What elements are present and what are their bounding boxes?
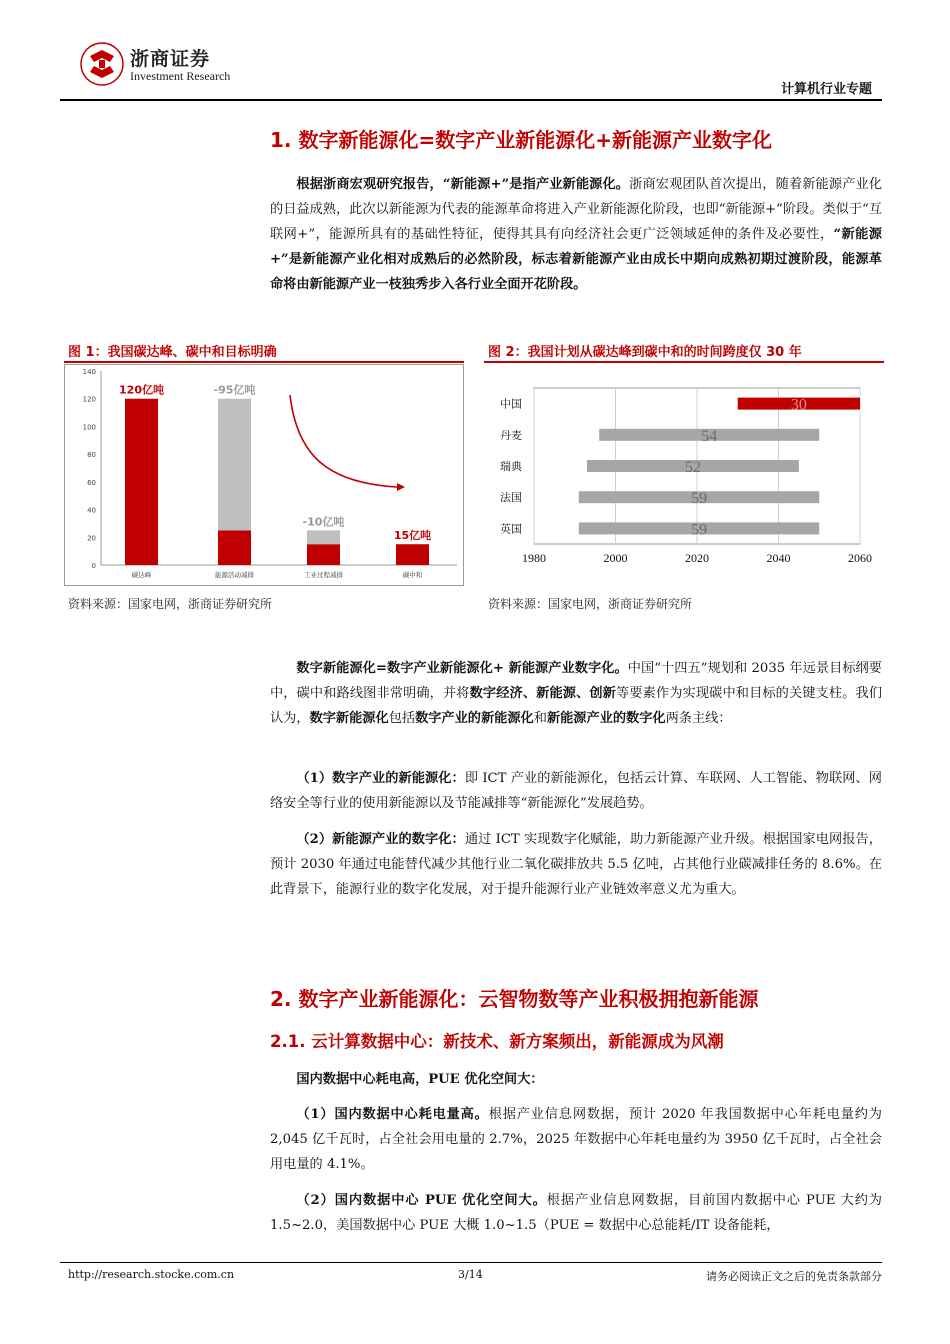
logo-mark-icon xyxy=(80,42,124,86)
para2-text4: 和 xyxy=(533,711,547,726)
y-tick-label: 100 xyxy=(82,423,96,432)
para3-text: 即 ICT 产业的新能源化，包括云计算、车联网、人工智能、物联网、网络安全等行业的使用新能源以及节能减排等“新能源化”发展趋势。 xyxy=(270,771,882,811)
footer-page-number: 3/14 xyxy=(458,1268,483,1281)
y-category-label: 丹麦 xyxy=(500,428,522,442)
dc-p2-text: 根据产业信息网数据，目前国内数据中心 PUE 大约为 1.5~2.0，美国数据中心 PUE 大概 1.0~1.5（PUE = 数据中心总能耗/IT 设备能耗， xyxy=(270,1193,882,1233)
x-category-label: 能源活动减排 xyxy=(215,571,254,579)
y-tick-label: 120 xyxy=(82,395,96,404)
section1-heading: 1. 数字新能源化=数字产业新能源化+新能源产业数字化 xyxy=(270,128,772,152)
footer-url[interactable]: http://research.stocke.com.cn xyxy=(68,1268,235,1281)
header-divider xyxy=(60,99,882,101)
bar-annotation: -95亿吨 xyxy=(213,383,256,397)
trend-arrow-head xyxy=(397,483,405,491)
bar-red xyxy=(125,399,158,565)
y-category-label: 瑞典 xyxy=(500,460,522,473)
dc-p1-bold: （1）国内数据中心耗电量高。 xyxy=(296,1107,489,1122)
x-category-label: 碳达峰 xyxy=(131,571,152,579)
y-tick-label: 20 xyxy=(87,534,96,543)
figure1-chart-frame xyxy=(64,364,464,586)
span-label: 59 xyxy=(691,490,708,508)
figure2-chart-frame xyxy=(484,364,884,586)
figure1-source: 资料来源：国家电网，浙商证券研究所 xyxy=(68,597,273,611)
para2-bold3: 数字新能源化 xyxy=(309,711,389,726)
para2-text1: 中国“十四五”规划和 2035 年远景目标纲要中，碳中和路线图非常明确，并将 xyxy=(270,661,882,701)
trend-arrow-curve xyxy=(290,395,397,487)
para2-text5: 两条主线： xyxy=(665,711,732,726)
figure2-title: 图 2：我国计划从碳达峰到碳中和的时间跨度仅 30 年 xyxy=(488,345,802,360)
para2-bold4: 数字产业的新能源化 xyxy=(415,711,534,726)
x-category-label: 碳中和 xyxy=(402,571,423,579)
para1-bold2: “新能源+”是新能源产业化相对成熟后的必然阶段，标志着新能源产业由成长中期向成熟初期过渡阶段，能源革命将由新能源产业一枝独秀步入各行业全面开花阶段。 xyxy=(270,227,882,292)
bar-red xyxy=(396,544,429,565)
energy-industry-paragraph xyxy=(270,827,882,902)
logo-chinese-name: 浙商证券 xyxy=(130,48,211,70)
bar-red xyxy=(307,544,340,565)
datacenter-pue-paragraph xyxy=(270,1188,882,1238)
para2-bold2: 数字经济、新能源、创新 xyxy=(469,686,616,701)
datacenter-power-paragraph xyxy=(270,1102,882,1177)
x-tick-label: 2020 xyxy=(685,551,709,565)
section1-paragraph xyxy=(270,172,882,297)
bar-grey xyxy=(307,530,340,544)
span-label: 52 xyxy=(684,459,701,476)
x-tick-label: 2060 xyxy=(848,551,872,565)
bar-annotation: 120亿吨 xyxy=(119,383,164,397)
para2-text2: 等要素作为实现碳中和目标的关键支柱。我们认为， xyxy=(270,686,883,726)
logo-english-name: Investment Research xyxy=(130,69,231,83)
para4-text: 通过 ICT 实现数字化赋能，助力新能源产业升级。根据国家电网报告，预计 2030 年通过电能替代减少其他行业二氧化碳排放共 5.5 亿吨，占其他行业碳减排任务的 8.6%。在此背景下，能源行业的数字化发展，对于提升能源行业产业链效率意义尤为重大。 xyxy=(270,832,882,897)
dc-p2-bold: （2）国内数据中心 PUE 优化空间大。 xyxy=(296,1193,547,1208)
para2-bold1: 数字新能源化=数字产业新能源化+ 新能源产业数字化。 xyxy=(296,661,628,676)
y-tick-label: 0 xyxy=(91,562,96,570)
section2-1-heading: 2.1. 云计算数据中心：新技术、新方案频出，新能源成为风潮 xyxy=(270,1032,724,1051)
para4-bold: （2）新能源产业的数字化： xyxy=(296,832,465,847)
footer-disclaimer: 请务必阅读正文之后的免责条款部分 xyxy=(706,1270,882,1283)
span-label: 59 xyxy=(691,521,708,539)
figure2-chart xyxy=(484,364,884,586)
y-category-label: 英国 xyxy=(500,522,522,536)
para3-bold: （1）数字产业的新能源化： xyxy=(296,771,465,786)
figure1-title-rule xyxy=(64,361,464,363)
para1-text1: 浙商宏观团队首次提出，随着新能源产业化的日益成熟，此次以新能源为代表的能源革命将进入产业新能源化阶段，也即“新能源+”阶段。类似于“互联网+”，能源所具有的基础性特征，使得其具有向经济社会更广泛领域延伸的条件及必要性， xyxy=(270,177,883,242)
y-tick-label: 40 xyxy=(87,506,96,515)
report-type-label: 计算机行业专题 xyxy=(780,82,872,97)
para2-bold5: 新能源产业的数字化 xyxy=(546,711,666,726)
x-tick-label: 2000 xyxy=(603,551,628,565)
y-category-label: 法国 xyxy=(500,491,522,505)
x-category-label: 工业过程减排 xyxy=(304,571,343,579)
bar-annotation: -10亿吨 xyxy=(302,515,345,529)
y-tick-label: 60 xyxy=(87,478,96,487)
figure1-chart xyxy=(65,365,463,585)
para2-text3: 包括 xyxy=(388,711,416,726)
datacenter-lead xyxy=(270,1067,882,1092)
figure1-title: 图 1：我国碳达峰、碳中和目标明确 xyxy=(68,345,277,360)
y-category-label: 中国 xyxy=(500,397,522,411)
bar-grey xyxy=(218,399,251,531)
bar-red xyxy=(218,530,251,565)
span-label: 30 xyxy=(790,396,807,414)
figure2-source: 资料来源：国家电网，浙商证券研究所 xyxy=(488,597,693,611)
x-tick-label: 2040 xyxy=(766,551,791,565)
section2-heading: 2. 数字产业新能源化：云智物数等产业积极拥抱新能源 xyxy=(270,987,759,1011)
digital-energy-paragraph xyxy=(270,656,882,731)
bar-annotation: 15亿吨 xyxy=(393,529,432,543)
y-tick-label: 140 xyxy=(82,368,96,376)
dc-p1-text: 根据产业信息网数据，预计 2020 年我国数据中心年耗电量约为 2,045 亿千瓦时，占全社会用电量的 2.7%，2025 年数据中心年耗电量约为 3950 亿千瓦时，占全社会用电量的 4.1%。 xyxy=(270,1107,882,1172)
y-tick-label: 80 xyxy=(87,451,96,460)
figure2-title-rule xyxy=(484,361,884,363)
footer-divider xyxy=(60,1262,882,1263)
para1-bold1: 根据浙商宏观研究报告，“新能源+”是指产业新能源化。 xyxy=(296,177,630,192)
x-tick-label: 1980 xyxy=(522,551,546,565)
digital-industry-paragraph xyxy=(270,766,882,816)
datacenter-lead-text: 国内数据中心耗电高，PUE 优化空间大： xyxy=(296,1072,544,1087)
span-label: 54 xyxy=(701,427,718,445)
company-logo xyxy=(80,40,231,90)
